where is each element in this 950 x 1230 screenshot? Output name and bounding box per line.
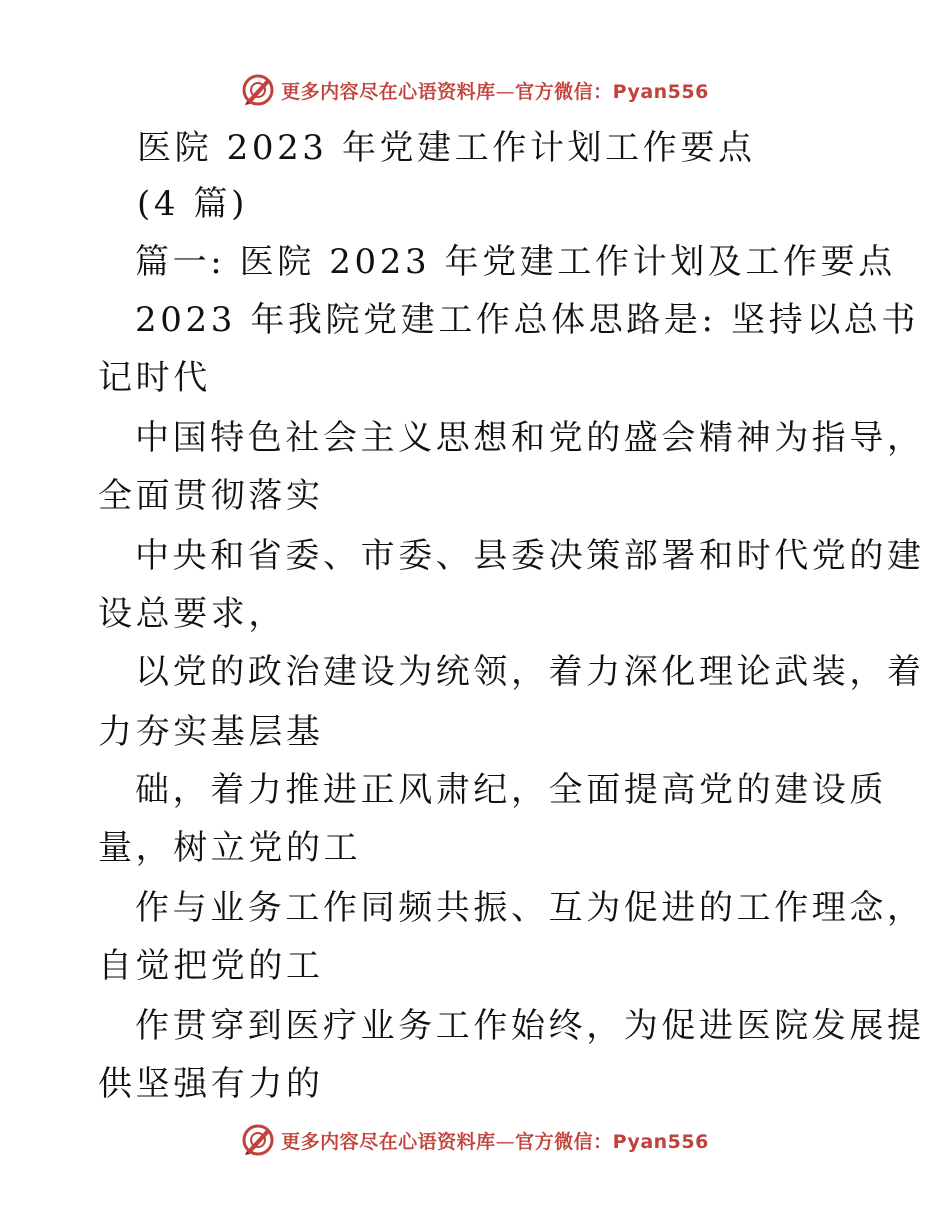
watermark-text: 更多内容尽在心语资料库—官方微信：Pyan556 [281,80,709,103]
paragraph-line: 中央和省委、市委、县委决策部署和时代党的建 [135,536,925,576]
paragraph-line: 设总要求， [98,594,286,634]
paragraph-line: 中国特色社会主义思想和党的盛会精神为指导， [135,418,925,458]
section-heading: 篇一: 医院 2023 年党建工作计划及工作要点 [135,242,896,282]
paragraph-line: 自觉把党的工 [98,946,324,986]
footer-watermark [0,1120,950,1160]
paragraph-line: 以党的政治建设为统领，着力深化理论武装，着 [135,652,925,692]
paragraph-line: 力夯实基层基 [98,712,324,752]
document-subtitle: (4 篇) [137,184,248,224]
pen-logo-icon [241,1123,275,1157]
watermark-text: 更多内容尽在心语资料库—官方微信：Pyan556 [281,1130,709,1153]
document-title: 医院 2023 年党建工作计划工作要点 [137,128,756,168]
header-watermark [0,70,950,110]
paragraph-line: 作与业务工作同频共振、互为促进的工作理念， [135,888,925,928]
paragraph-line: 作贯穿到医疗业务工作始终，为促进医院发展提 [135,1006,925,1046]
paragraph-line: 2023 年我院党建工作总体思路是: 坚持以总书 [135,300,919,340]
paragraph-line: 供坚强有力的 [98,1064,324,1104]
pen-logo-icon [241,73,275,107]
paragraph-line: 全面贯彻落实 [98,476,324,516]
paragraph-line: 础，着力推进正风肃纪，全面提高党的建设质 [135,770,887,810]
paragraph-line: 记时代 [98,358,211,398]
paragraph-line: 量，树立党的工 [98,828,362,868]
